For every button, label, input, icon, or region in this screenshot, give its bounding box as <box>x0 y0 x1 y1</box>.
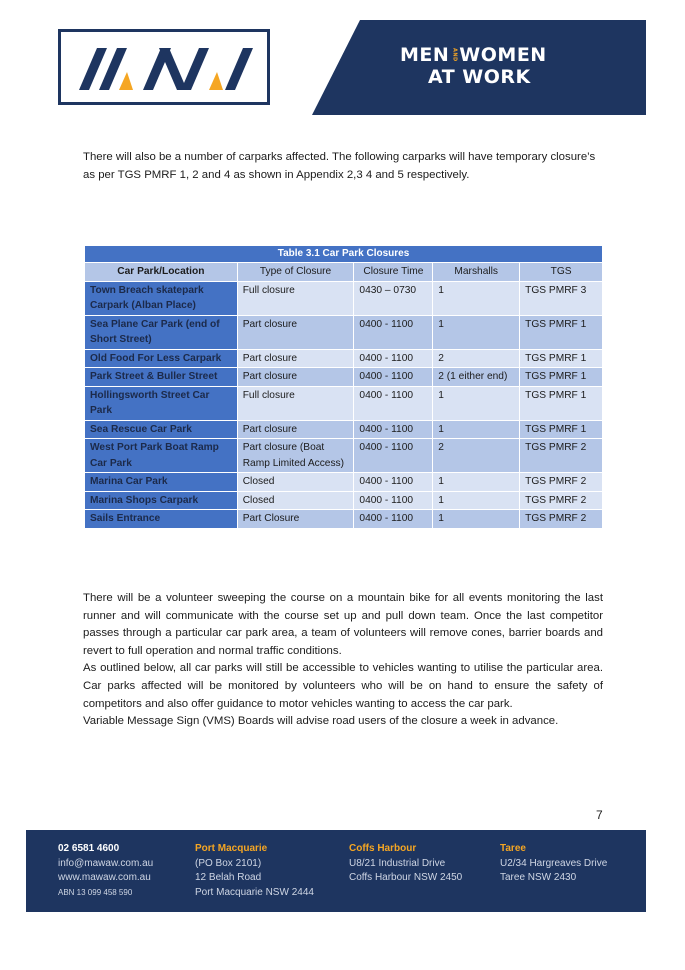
cell-marshalls: 1 <box>433 420 520 439</box>
brand-men: MEN <box>400 44 450 66</box>
cell-tgs: TGS PMRF 2 <box>520 510 603 529</box>
table-row <box>85 281 603 315</box>
table-row <box>85 491 603 510</box>
cell-marshalls: 1 <box>433 491 520 510</box>
office-line: Taree NSW 2430 <box>500 872 577 884</box>
office-name: Coffs Harbour <box>349 843 417 854</box>
cell-time: 0400 - 1100 <box>354 386 433 420</box>
footer <box>26 830 646 912</box>
cell-marshalls: 2 <box>433 349 520 368</box>
cell-marshalls: 2 <box>433 439 520 473</box>
cell-time: 0400 - 1100 <box>354 510 433 529</box>
table-row <box>85 315 603 349</box>
office-line: U2/34 Hargreaves Drive <box>500 857 608 869</box>
cell-closure: Part closure (Boat Ramp Limited Access) <box>237 439 354 473</box>
cell-location: Sea Rescue Car Park <box>85 420 238 439</box>
company-logo <box>58 29 270 105</box>
cell-location: Marina Shops Carpark <box>85 491 238 510</box>
paragraph-car-park-access: As outlined below, all car parks will still be accessible to vehicles wanting to utilise the particular area. Car parks affected will be monitored by volunteers who will be on hand to ensure the safety of competitors and also offer guidance to motor vehicles wanting to access the car park. <box>83 662 603 710</box>
footer-email: info@mawaw.com.au <box>58 857 154 869</box>
cell-closure: Closed <box>237 491 354 510</box>
brand-wordmark <box>400 44 620 88</box>
col-header-closure-type: Type of Closure <box>237 263 354 282</box>
cell-location: Park Street & Buller Street <box>85 368 238 387</box>
cell-tgs: TGS PMRF 2 <box>520 473 603 492</box>
cell-closure: Part closure <box>237 368 354 387</box>
col-header-closure-time: Closure Time <box>354 263 433 282</box>
cell-tgs: TGS PMRF 1 <box>520 420 603 439</box>
cell-closure: Closed <box>237 473 354 492</box>
cell-marshalls: 1 <box>433 315 520 349</box>
office-line: U8/21 Industrial Drive <box>349 857 446 869</box>
cell-time: 0400 - 1100 <box>354 368 433 387</box>
cell-time: 0400 - 1100 <box>354 473 433 492</box>
cell-closure: Part Closure <box>237 510 354 529</box>
table-row <box>85 368 603 387</box>
footer-contact <box>58 842 153 900</box>
cell-closure: Full closure <box>237 281 354 315</box>
table-row <box>85 420 603 439</box>
cell-marshalls: 1 <box>433 386 520 420</box>
cell-location: Hollingsworth Street Car Park <box>85 386 238 420</box>
cell-tgs: TGS PMRF 1 <box>520 368 603 387</box>
cell-marshalls: 1 <box>433 510 520 529</box>
page-number: 7 <box>596 808 603 822</box>
office-name: Taree <box>500 843 526 854</box>
cell-tgs: TGS PMRF 2 <box>520 439 603 473</box>
cell-time: 0400 - 1100 <box>354 439 433 473</box>
maw-logo-icon <box>69 38 261 98</box>
brand-women: WOMEN <box>459 44 547 66</box>
footer-phone: 02 6581 4600 <box>58 843 120 854</box>
cell-time: 0400 - 1100 <box>354 491 433 510</box>
cell-tgs: TGS PMRF 2 <box>520 491 603 510</box>
cell-location: West Port Park Boat Ramp Car Park <box>85 439 238 473</box>
brand-and: AND <box>451 48 458 62</box>
cell-location: Town Breach skatepark Carpark (Alban Place) <box>85 281 238 315</box>
cell-location: Marina Car Park <box>85 473 238 492</box>
cell-closure: Part closure <box>237 349 354 368</box>
cell-time: 0400 - 1100 <box>354 349 433 368</box>
office-name: Port Macquarie <box>195 843 268 854</box>
table-row <box>85 510 603 529</box>
footer-website: www.mawaw.com.au <box>58 872 151 884</box>
cell-tgs: TGS PMRF 1 <box>520 349 603 368</box>
table-row <box>85 386 603 420</box>
table-row <box>85 473 603 492</box>
intro-paragraph: There will also be a number of carparks affected. The following carparks will have temporary closure’s as per TGS PMRF 1, 2 and 4 as shown in Appendix 2,3 4 and 5 respectively. <box>83 151 596 181</box>
paragraph-volunteer-sweep: There will be a volunteer sweeping the course on a mountain bike for all events monitoring the last runner and will communicate with the course set up and pull down team. Once the last competitor passes through a particular car park area, a team of volunteers will remove cones, barrier boards and revert to full operation and normal traffic conditions. <box>83 592 603 657</box>
office-line: Coffs Harbour NSW 2450 <box>349 872 463 884</box>
office-line: (PO Box 2101) <box>195 857 262 869</box>
col-header-marshalls: Marshalls <box>433 263 520 282</box>
cell-location: Old Food For Less Carpark <box>85 349 238 368</box>
body-text <box>83 590 603 731</box>
footer-office-taree <box>500 842 607 886</box>
cell-marshalls: 2 (1 either end) <box>433 368 520 387</box>
cell-closure: Full closure <box>237 386 354 420</box>
cell-closure: Part closure <box>237 420 354 439</box>
cell-tgs: TGS PMRF 1 <box>520 315 603 349</box>
cell-marshalls: 1 <box>433 281 520 315</box>
cell-tgs: TGS PMRF 1 <box>520 386 603 420</box>
office-line: 12 Belah Road <box>195 872 262 884</box>
cell-closure: Part closure <box>237 315 354 349</box>
cell-location: Sails Entrance <box>85 510 238 529</box>
table-row <box>85 439 603 473</box>
footer-abn: ABN 13 099 458 590 <box>58 887 133 897</box>
col-header-tgs: TGS <box>520 263 603 282</box>
paragraph-vms-boards: Variable Message Sign (VMS) Boards will advise road users of the closure a week in advance. <box>83 715 559 728</box>
table-caption: Table 3.1 Car Park Closures <box>85 246 603 263</box>
cell-location: Sea Plane Car Park (end of Short Street) <box>85 315 238 349</box>
brand-at-work: AT WORK <box>428 66 531 88</box>
cell-tgs: TGS PMRF 3 <box>520 281 603 315</box>
cell-time: 0400 - 1100 <box>354 420 433 439</box>
car-park-closures-table <box>84 245 603 529</box>
cell-time: 0400 - 1100 <box>354 315 433 349</box>
table-header-row <box>85 263 603 282</box>
cell-time: 0430 – 0730 <box>354 281 433 315</box>
footer-office-coffs-harbour <box>349 842 462 886</box>
col-header-location: Car Park/Location <box>85 263 238 282</box>
office-line: Port Macquarie NSW 2444 <box>195 886 314 898</box>
table-row <box>85 349 603 368</box>
cell-marshalls: 1 <box>433 473 520 492</box>
footer-office-port-macquarie <box>195 842 314 900</box>
